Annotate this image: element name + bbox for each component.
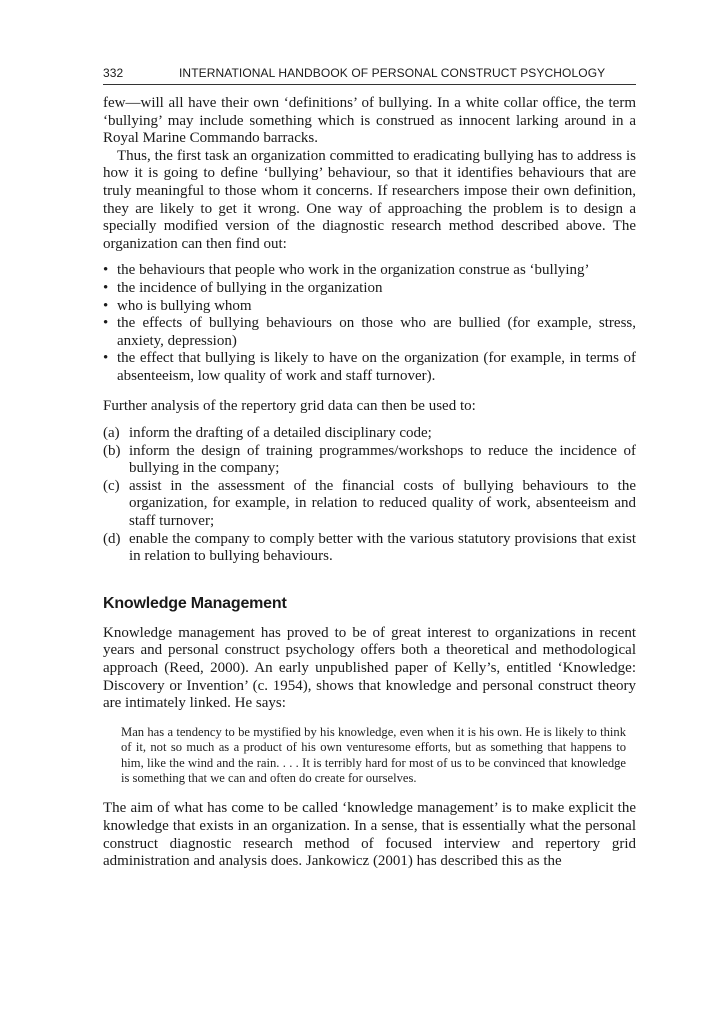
item-label: (c)	[103, 477, 120, 494]
list-item	[103, 350, 636, 385]
item-text: inform the drafting of a detailed disciplinary code;	[129, 425, 432, 442]
item-text: enable the company to comply better with the various statutory provisions that exist in relation to bullying behaviours.	[129, 530, 636, 565]
list-item	[103, 280, 636, 298]
list-item	[103, 262, 636, 280]
running-header	[103, 66, 636, 85]
bullet-text: who is bullying whom	[117, 297, 252, 314]
bullet-text: the behaviours that people who work in the organization construe as ‘bullying’	[117, 262, 590, 279]
running-title: INTERNATIONAL HANDBOOK OF PERSONAL CONSTRUCT PSYCHOLOGY	[179, 66, 606, 80]
page-body	[103, 95, 636, 871]
list-item	[103, 478, 636, 531]
item-label: (d)	[103, 530, 121, 547]
bullet-text: the effect that bullying is likely to have on the organization (for example, in terms of absenteeism, low quality of work and staff turnover).	[117, 350, 636, 384]
bullet-text: the incidence of bullying in the organization	[117, 279, 383, 296]
lettered-list	[103, 425, 636, 566]
item-text: inform the design of training programmes/workshops to reduce the incidence of bullying in the company;	[129, 442, 636, 477]
bullet-marker: •	[103, 297, 109, 314]
paragraph-continuation: few—will all have their own ‘definitions’ of bullying. In a white collar office, the term ‘bullying’ may include something which is construed as innocent larking around in a Royal Marine Commando barracks.	[103, 95, 636, 147]
section-heading: Knowledge Management	[103, 594, 287, 612]
list-item	[103, 298, 636, 316]
bullet-marker: •	[103, 279, 109, 296]
paragraph-first-task: Thus, the first task an organization committed to eradicating bullying has to address is how it is going to define ‘bullying’ behaviour, so that it identifies behaviours that are truly meaningful to those whom it concerns. If researchers impose their own definition, they are likely to get it wrong. One way of approaching the problem is to design a specially modified version of the diagnostic research method described above. The organization can then find out:	[103, 147, 636, 252]
list-item	[103, 531, 636, 566]
bullet-marker: •	[103, 350, 109, 367]
list-item	[103, 315, 636, 350]
bullet-marker: •	[103, 262, 109, 279]
list-item	[103, 425, 636, 443]
bullet-list	[103, 262, 636, 385]
kelly-quote: Man has a tendency to be mystified by his knowledge, even when it is his own. He is likely to think of it, not so much as a product of his own venturesome efforts, but as something that happens to him, like the wind and the rain. . . . It is terribly hard for most of us to be convinced that knowledge is something that we can and often do create for ourselves.	[121, 724, 626, 786]
paragraph-aim: The aim of what has come to be called ‘knowledge management’ is to make explicit the knowledge that exists in an organization. In a sense, that is essentially what the personal construct diagnostic research method of focused interview and repertory grid administration and analysis does. Jankowicz (2001) has described this as the	[103, 800, 636, 870]
item-label: (b)	[103, 442, 121, 459]
paragraph-knowledge-management: Knowledge management has proved to be of great interest to organizations in recent years and personal construct psychology offers both a theoretical and methodological approach (Reed, 2000). An early unpublished paper of Kelly’s, entitled ‘Knowledge: Discovery or Invention’ (c. 1954), shows that knowledge and personal construct theory are intimately linked. He says:	[103, 624, 636, 712]
bullet-text: the effects of bullying behaviours on those who are bullied (for example, stress, anxiety, depression)	[117, 315, 636, 349]
paragraph-further-analysis: Further analysis of the repertory grid data can then be used to:	[103, 397, 476, 414]
book-page	[103, 66, 636, 871]
page-number: 332	[103, 66, 124, 80]
item-label: (a)	[103, 425, 120, 442]
item-text: assist in the assessment of the financial costs of bullying behaviours to the organization, for example, in relation to reduced quality of work, absenteeism and staff turnover;	[129, 477, 636, 530]
bullet-marker: •	[103, 315, 109, 332]
list-item	[103, 443, 636, 478]
